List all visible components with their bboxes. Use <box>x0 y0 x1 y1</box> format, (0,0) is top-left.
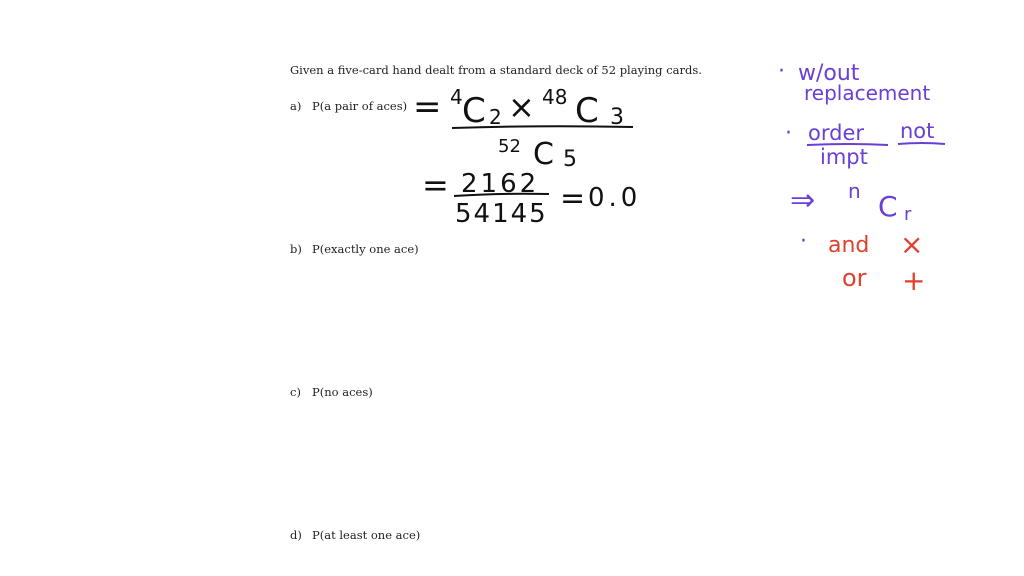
question-text: P(at least one ace) <box>312 528 421 542</box>
note-text: replacement <box>804 81 931 105</box>
result-value: 0.0 <box>588 183 642 213</box>
note-bullet: · <box>800 229 807 254</box>
combination-subscript: 2 <box>489 105 502 129</box>
question-text: P(exactly one ace) <box>312 242 419 256</box>
denominator-value: 54145 <box>455 199 548 229</box>
note-text: and <box>828 233 870 258</box>
combination-prefix: 52 <box>498 136 521 157</box>
note-text: r <box>904 204 912 225</box>
equals-sign: = <box>413 87 442 127</box>
combination-subscript: 5 <box>563 147 577 172</box>
numerator-value: 2162 <box>461 169 540 199</box>
notes-red <box>800 228 925 297</box>
question-label: d) <box>290 528 302 542</box>
times-sign: × <box>508 88 535 126</box>
notes-purple <box>778 59 945 225</box>
combination-subscript: 3 <box>610 105 624 130</box>
note-text: order <box>808 121 864 145</box>
note-text: + <box>902 264 926 297</box>
note-text: not <box>900 119 935 143</box>
note-bullet: · <box>785 121 792 146</box>
note-text: impt <box>820 145 868 169</box>
combination-prefix: 48 <box>542 85 568 109</box>
question-text: P(a pair of aces) <box>312 99 408 113</box>
note-text: or <box>842 264 867 292</box>
equals-sign: = <box>560 181 586 216</box>
combination-c: C <box>575 91 599 131</box>
problem-intro: Given a five-card hand dealt from a standard deck of 52 playing cards. <box>290 63 702 77</box>
note-bullet: · <box>778 59 785 84</box>
question-text: P(no aces) <box>312 385 373 399</box>
implies-icon: ⇒ <box>790 183 816 218</box>
question-label: b) <box>290 242 302 256</box>
combination-c: C <box>533 137 554 172</box>
equals-sign: = <box>422 166 449 204</box>
question-label: a) <box>290 99 302 113</box>
fraction-bar <box>452 126 633 128</box>
note-text: n <box>848 179 861 203</box>
note-text: × <box>900 228 924 261</box>
combination-prefix: 4 <box>450 85 463 109</box>
note-text: C <box>878 190 898 223</box>
work-ink <box>413 85 641 229</box>
question-label: c) <box>290 385 301 399</box>
underline <box>898 143 945 144</box>
note-text: w/out <box>798 61 860 86</box>
combination-c: C <box>462 91 486 131</box>
